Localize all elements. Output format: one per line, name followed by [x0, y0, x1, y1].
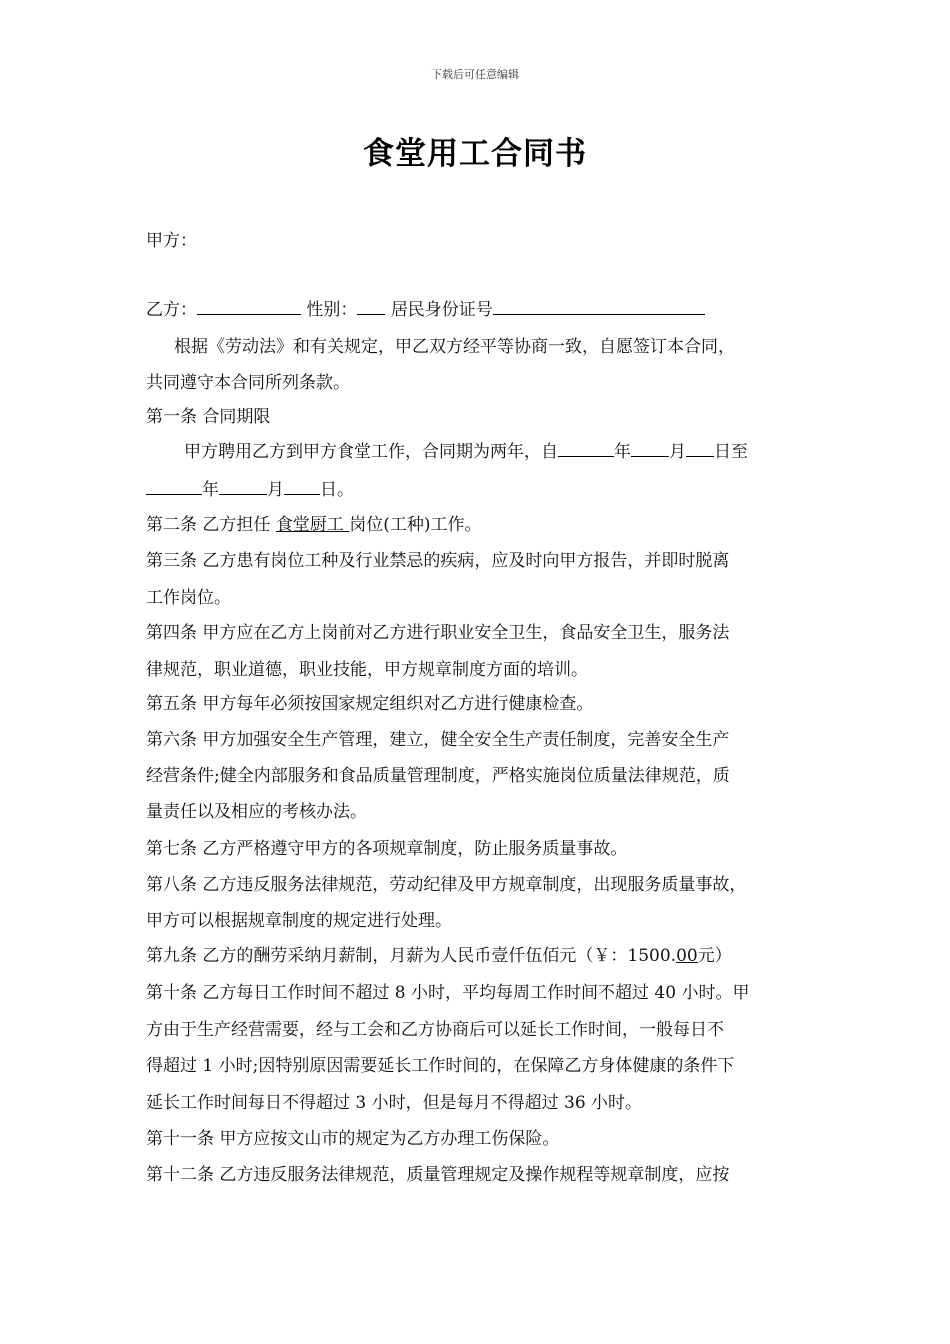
id-number-blank	[493, 299, 705, 315]
year-label: 年	[614, 442, 631, 462]
end-year-blank	[146, 479, 202, 495]
article-9	[146, 945, 732, 967]
end-day-blank	[284, 479, 320, 495]
article-11: 第十一条 甲方应按文山市的规定为乙方办理工伤保险。	[146, 1129, 560, 1149]
article-10-line-1: 第十条 乙方每日工作时间不超过 8 小时，平均每周工作时间不超过 40 小时。甲	[146, 983, 750, 1003]
article-4-line-1: 第四条 甲方应在乙方上岗前对乙方进行职业安全卫生，食品安全卫生，服务法	[146, 623, 730, 643]
salary-cents: 00	[676, 946, 698, 966]
intro-line-2: 共同遵守本合同所列条款。	[146, 373, 350, 393]
article-6-line-2: 经营条件;健全内部服务和食品质量管理制度，严格实施岗位质量法律规范，质	[146, 766, 730, 786]
article-4-line-2: 律规范，职业道德，职业技能，甲方规章制度方面的培训。	[146, 660, 588, 680]
year-label: 年	[202, 480, 219, 500]
article-10-line-3: 得超过 1 小时;因特别原因需要延长工作时间的，在保障乙方身体健康的条件下	[146, 1056, 735, 1076]
day-to-label: 日至	[714, 442, 748, 462]
document-title: 食堂用工合同书	[363, 136, 587, 172]
article-10-line-4: 延长工作时间每日不得超过 3 小时，但是每月不得超过 36 小时。	[146, 1093, 643, 1113]
start-year-blank	[558, 441, 614, 457]
article-6-line-1: 第六条 甲方加强安全生产管理，建立，健全安全生产责任制度，完善安全生产	[146, 730, 730, 750]
start-month-blank	[631, 441, 669, 457]
gender-label: 性别：	[306, 300, 358, 320]
id-label: 居民身份证号	[390, 300, 493, 320]
start-day-blank	[686, 441, 714, 457]
article-8-line-2: 甲方可以根据规章制度的规定进行处理。	[146, 911, 452, 931]
article-5: 第五条 甲方每年必须按国家规定组织对乙方进行健康检查。	[146, 694, 594, 714]
party-b-line	[146, 299, 705, 321]
article-1-line-2	[146, 479, 354, 501]
month-label: 月	[669, 442, 686, 462]
article-2-text-end: 岗位(工种)工作。	[349, 515, 482, 535]
gender-blank	[357, 299, 385, 315]
article-2	[146, 514, 481, 536]
article-3-line-2: 工作岗位。	[146, 588, 231, 608]
intro-line-1: 根据《劳动法》和有关规定，甲乙双方经平等协商一致，自愿签订本合同，	[174, 337, 735, 357]
article-12-line-1: 第十二条 乙方违反服务法律规范，质量管理规定及操作规程等规章制度，应按	[146, 1165, 730, 1185]
article-3-line-1: 第三条 乙方患有岗位工种及行业禁忌的疾病，应及时向甲方报告，并即时脱离	[146, 551, 730, 571]
party-b-name-blank	[197, 299, 301, 315]
month-label: 月	[267, 480, 284, 500]
article-9-text: 第九条 乙方的酬劳采纳月薪制，月薪为人民币壹仟伍佰元（￥：1500.	[146, 946, 677, 966]
article-1-text: 甲方聘用乙方到甲方食堂工作，合同期为两年，自	[184, 442, 558, 462]
party-b-label: 乙方：	[146, 300, 197, 320]
article-10-line-2: 方由于生产经营需要，经与工会和乙方协商后可以延长工作时间，一般每日不	[146, 1020, 724, 1040]
day-label: 日。	[320, 480, 354, 500]
article-1-title: 第一条 合同期限	[146, 407, 271, 427]
article-8-line-1: 第八条 乙方违反服务法律规范，劳动纪律及甲方规章制度，出现服务质量事故，	[146, 875, 747, 895]
article-2-text: 第二条 乙方担任	[146, 515, 276, 535]
page-header: 下载后可任意编辑	[431, 68, 519, 81]
article-6-line-3: 量责任以及相应的考核办法。	[146, 802, 367, 822]
article-1-line-1	[184, 441, 748, 463]
article-7: 第七条 乙方严格遵守甲方的各项规章制度，防止服务质量事故。	[146, 839, 628, 859]
party-a-line: 甲方：	[146, 231, 197, 251]
end-month-blank	[219, 479, 267, 495]
article-9-text-end: 元）	[697, 946, 732, 966]
job-title: 食堂厨工	[275, 515, 350, 535]
